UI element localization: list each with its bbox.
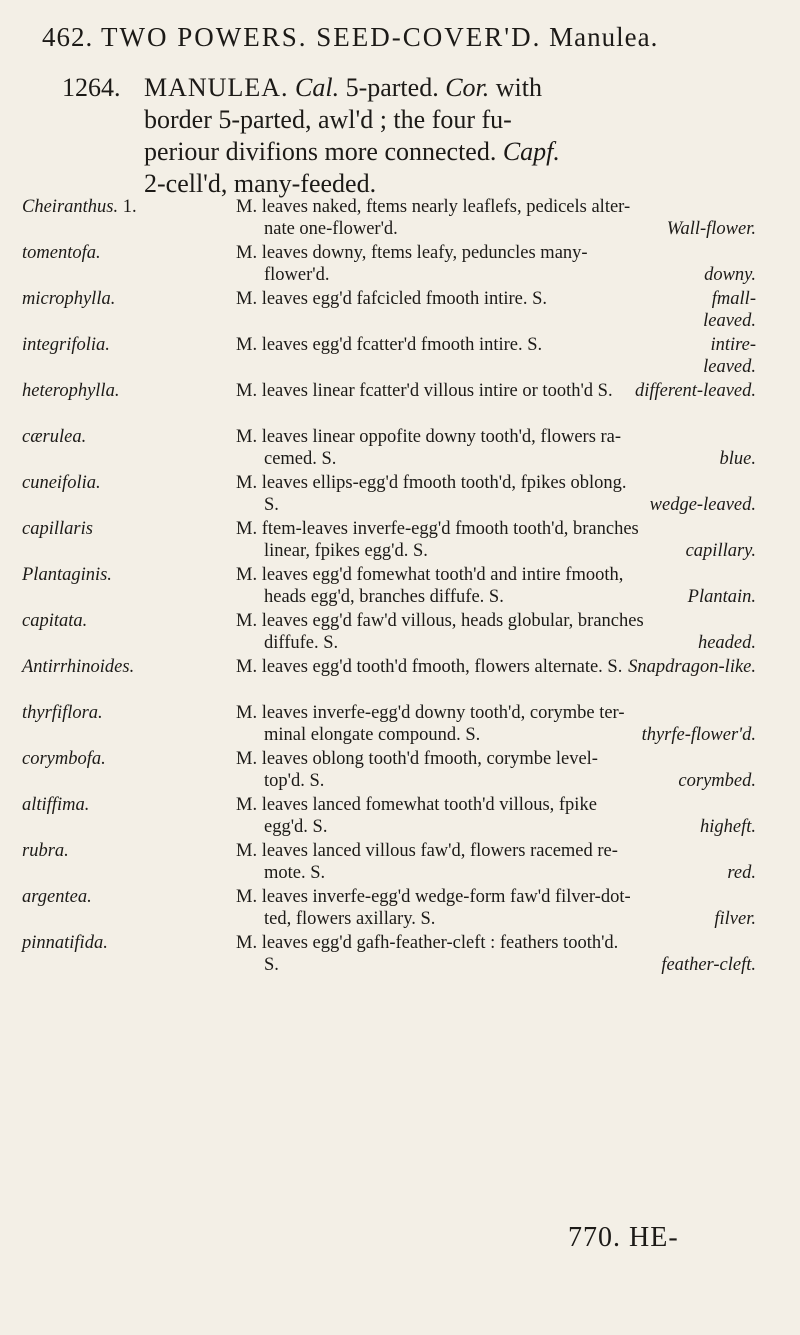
species-entry (0, 472, 800, 516)
species-name-text: capillaris (22, 519, 93, 539)
capsule-abbr: Capf. (502, 137, 560, 166)
english-name: corymbed. (678, 771, 756, 791)
species-entry (0, 610, 800, 654)
species-name (22, 564, 222, 586)
english-name: Wall-flower. (666, 219, 756, 239)
species-description (236, 288, 756, 332)
description-text: heads egg'd, branches diffufe. S. (264, 587, 504, 607)
english-name-part: fmall- (711, 289, 756, 309)
description-text: M. leaves egg'd tooth'd fmooth, flowers alternate. S. (236, 657, 623, 677)
species-description (236, 564, 756, 608)
english-name: filver. (714, 909, 756, 929)
description-text: cemed. S. (264, 449, 337, 469)
description-line (236, 908, 756, 930)
genus-line-2: border 5-parted, awl'd ; the four fu- (144, 105, 512, 134)
genus-description (62, 72, 782, 200)
species-name (22, 288, 222, 310)
species-entry (0, 518, 800, 562)
species-description (236, 610, 756, 654)
species-description (236, 748, 756, 792)
genus-number: 1264. (62, 73, 121, 102)
english-name: leaved. (703, 357, 756, 377)
species-name (22, 610, 222, 632)
species-name-text: cuneifolia. (22, 473, 101, 493)
calyx-abbr: Cal. (295, 73, 340, 102)
description-text: ted, flowers axillary. S. (264, 909, 436, 929)
description-line (236, 540, 756, 562)
species-name-text: Antirrhinoides. (22, 657, 135, 677)
species-name (22, 840, 222, 862)
description-line (236, 448, 756, 470)
description-text: linear, fpikes egg'd. S. (264, 541, 428, 561)
description-line (236, 494, 756, 516)
species-name (22, 794, 222, 816)
species-description (236, 886, 756, 930)
catchword: 770. HE- (568, 1222, 679, 1253)
description-text: egg'd. S. (264, 817, 328, 837)
description-text: flower'd. (264, 265, 330, 285)
english-name: different-leaved. (634, 381, 756, 401)
description-line (236, 334, 756, 356)
species-entry (0, 334, 800, 378)
english-name: downy. (704, 265, 756, 285)
genus-line-3-text: periour divifions more connected. (144, 137, 497, 166)
species-description (236, 656, 756, 678)
description-line (236, 724, 756, 746)
running-head (42, 22, 772, 53)
species-name-text: heterophylla. (22, 381, 120, 401)
species-name-text: thyrfiflora. (22, 703, 103, 723)
species-list (0, 196, 800, 996)
description-line (236, 288, 756, 310)
description-text: minal elongate compound. S. (264, 725, 481, 745)
description-text: M. leaves egg'd fafcicled fmooth intire. S. (236, 289, 548, 309)
description-line: M. leaves inverfe-egg'd wedge-form faw'd filver-dot- (236, 887, 631, 907)
description-line (236, 310, 756, 332)
species-description (236, 794, 756, 838)
description-line: M. leaves egg'd faw'd villous, heads globular, branches (236, 611, 644, 631)
description-line: M. leaves inverfe-egg'd downy tooth'd, corymbe ter- (236, 703, 625, 723)
english-name: thyrfe-flower'd. (641, 725, 756, 745)
species-name (22, 656, 222, 678)
english-name: capillary. (685, 541, 756, 561)
species-name-text: Plantaginis. (22, 565, 112, 585)
english-name: headed. (697, 633, 756, 653)
species-name-text: Cheiranthus. (22, 197, 119, 217)
species-name-text: altiffima. (22, 795, 90, 815)
species-entry (0, 242, 800, 286)
genus-text-2: with (495, 73, 543, 102)
species-description (236, 472, 756, 516)
description-line: M. leaves egg'd gafh-feather-cleft : feathers tooth'd. (236, 933, 619, 953)
species-name (22, 518, 222, 540)
species-entry (0, 932, 800, 976)
species-description (236, 196, 756, 240)
description-line: M. leaves lanced villous faw'd, flowers racemed re- (236, 841, 618, 861)
species-name (22, 380, 222, 402)
description-line (236, 264, 756, 286)
description-text: S. (264, 955, 279, 975)
description-line (236, 218, 756, 240)
description-line (236, 862, 756, 884)
species-name (22, 426, 222, 448)
species-name-text: rubra. (22, 841, 69, 861)
description-line (236, 954, 756, 976)
description-line: M. leaves lanced fomewhat tooth'd villous, fpike (236, 795, 597, 815)
species-name (22, 932, 222, 954)
species-description (236, 702, 756, 746)
description-line (236, 586, 756, 608)
english-name: blue. (719, 449, 756, 469)
species-entry (0, 794, 800, 838)
species-description (236, 426, 756, 470)
species-name-text: argentea. (22, 887, 92, 907)
species-name (22, 334, 222, 356)
species-name-text: integrifolia. (22, 335, 110, 355)
species-description (236, 518, 756, 562)
running-genus: Manulea. (549, 22, 659, 52)
species-name (22, 748, 222, 770)
species-name (22, 196, 222, 218)
description-text: diffufe. S. (264, 633, 339, 653)
description-text: nate one-flower'd. (264, 219, 398, 239)
species-name-text: microphylla. (22, 289, 116, 309)
species-entry (0, 748, 800, 792)
description-line (236, 632, 756, 654)
species-description (236, 840, 756, 884)
page-number: 462. (42, 22, 94, 52)
species-name (22, 886, 222, 908)
species-entry (0, 426, 800, 470)
description-text: S. (264, 495, 279, 515)
description-line: M. leaves linear oppofite downy tooth'd, flowers ra- (236, 427, 622, 447)
species-entry (0, 656, 800, 678)
species-description (236, 242, 756, 286)
species-entry (0, 840, 800, 884)
species-entry (0, 702, 800, 746)
description-line (236, 816, 756, 838)
genus-name: MANULEA. (144, 73, 289, 102)
species-description (236, 334, 756, 378)
english-name: red. (727, 863, 756, 883)
english-name: leaved. (703, 311, 756, 331)
species-entry (0, 196, 800, 240)
description-line (236, 356, 756, 378)
english-name: Plantain. (687, 587, 756, 607)
species-name (22, 242, 222, 264)
genus-text-1: 5-parted. (345, 73, 439, 102)
species-entry (0, 380, 800, 402)
species-name-text: capitata. (22, 611, 88, 631)
species-name-text: cærulea. (22, 427, 87, 447)
genus-line-4: 2-cell'd, many-feeded. (144, 169, 377, 198)
species-entry (0, 288, 800, 332)
description-text: top'd. S. (264, 771, 325, 791)
genus-line-3 (62, 136, 782, 168)
description-text: mote. S. (264, 863, 326, 883)
species-entry (0, 886, 800, 930)
species-entry (0, 564, 800, 608)
description-line: M. leaves naked, ftems nearly leaflefs, pedicels alter- (236, 197, 631, 217)
species-description (236, 932, 756, 976)
description-line (236, 380, 756, 402)
species-name-text: pinnatifida. (22, 933, 108, 953)
english-name: Snapdragon-like. (628, 657, 756, 677)
description-line (236, 770, 756, 792)
description-line: M. leaves egg'd fomewhat tooth'd and intire fmooth, (236, 565, 624, 585)
description-line: M. ftem-leaves inverfe-egg'd fmooth tooth'd, branches (236, 519, 639, 539)
description-line (236, 656, 756, 678)
running-title: TWO POWERS. SEED-COVER'D. (101, 22, 542, 52)
english-name: feather-cleft. (661, 955, 756, 975)
description-line: M. leaves downy, ftems leafy, peduncles many- (236, 243, 588, 263)
species-name (22, 472, 222, 494)
species-number: 1. (122, 197, 137, 217)
species-name-text: tomentofa. (22, 243, 101, 263)
english-name: higheft. (699, 817, 756, 837)
corolla-abbr: Cor. (445, 73, 490, 102)
description-text: M. leaves linear fcatter'd villous intire or tooth'd S. (236, 381, 613, 401)
english-name: wedge-leaved. (649, 495, 756, 515)
description-line: M. leaves oblong tooth'd fmooth, corymbe level- (236, 749, 598, 769)
english-name-part: intire- (710, 335, 756, 355)
species-description (236, 380, 756, 402)
description-line: M. leaves ellips-egg'd fmooth tooth'd, fpikes oblong. (236, 473, 627, 493)
description-text: M. leaves egg'd fcatter'd fmooth intire. S. (236, 335, 543, 355)
species-name-text: corymbofa. (22, 749, 106, 769)
species-name (22, 702, 222, 724)
